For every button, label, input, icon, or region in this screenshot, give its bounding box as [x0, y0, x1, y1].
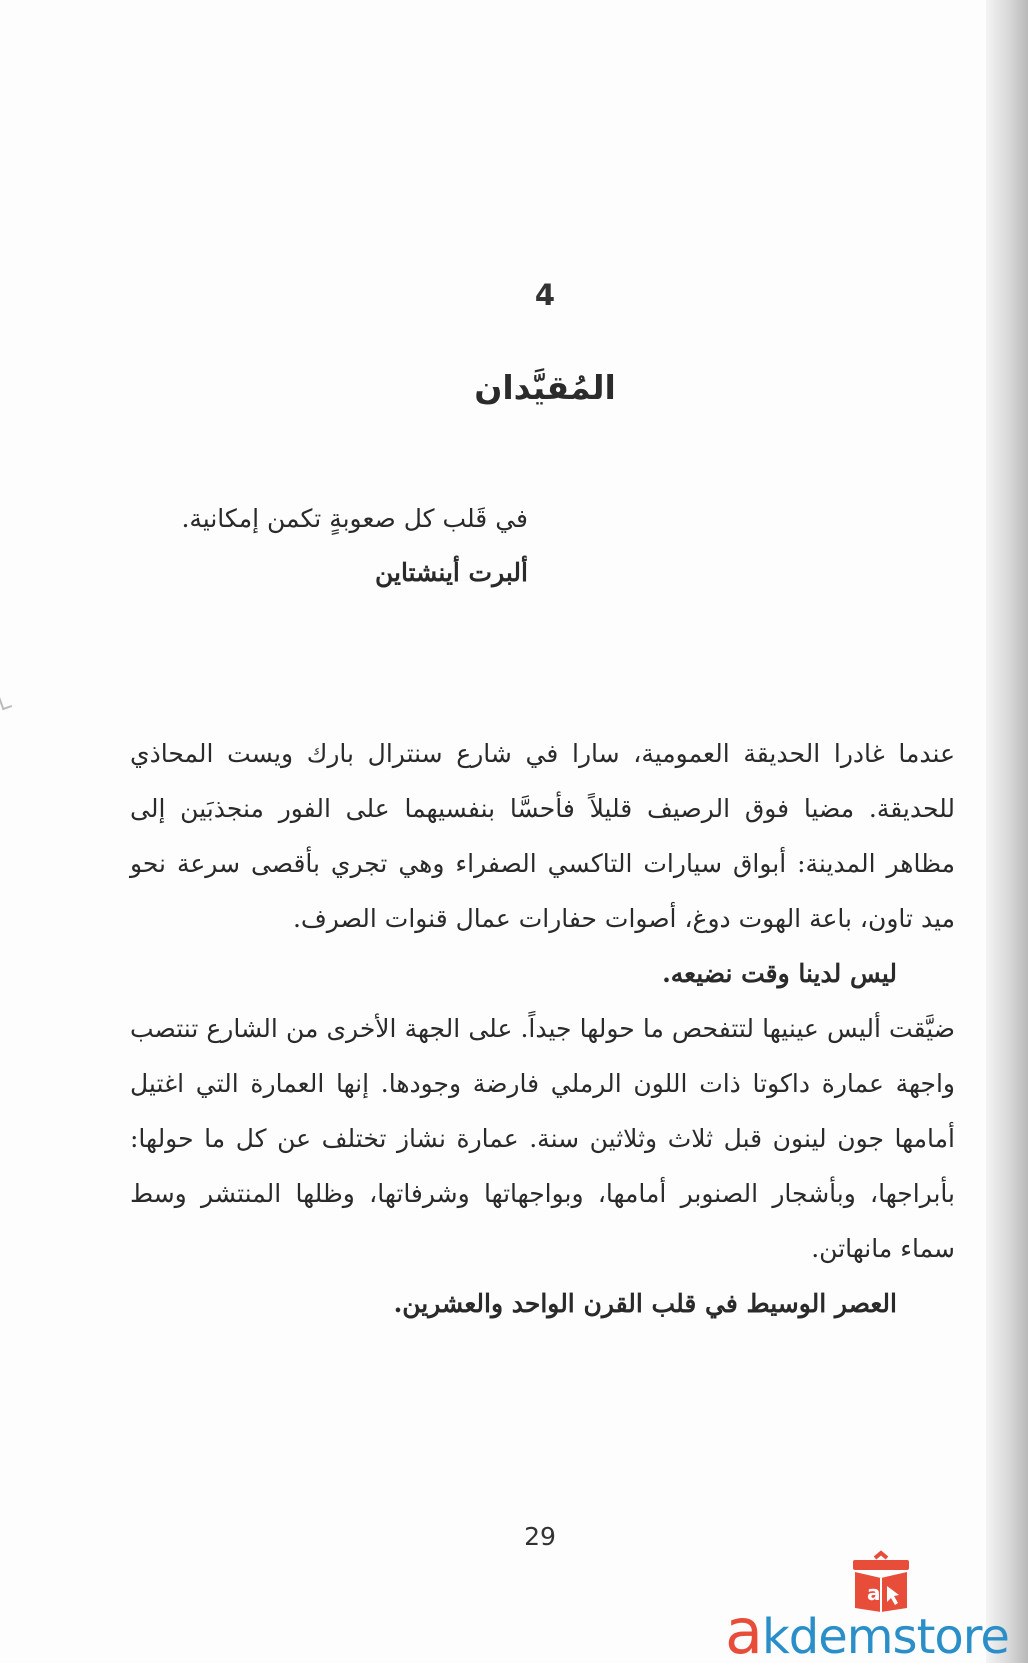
- chapter-number: 4: [534, 278, 556, 312]
- chapter-title: المُقيَّدان: [474, 368, 616, 407]
- page-edge-mark: [0, 694, 12, 711]
- brand-letter-a: a: [725, 1595, 762, 1668]
- epigraph-author: ألبرت أينشتاين: [374, 558, 528, 587]
- svg-text:a: a: [867, 1581, 881, 1605]
- watermark-logo: [725, 1550, 1025, 1668]
- epigraph: [108, 495, 528, 597]
- chapter-body: [130, 726, 955, 1331]
- binding-shadow: [986, 0, 1028, 1663]
- brand-name-rest: kdemstore: [762, 1609, 1009, 1665]
- emphasized-line: ليس لدينا وقت نضيعه.: [662, 959, 897, 988]
- brand-wordmark: [725, 1595, 1025, 1668]
- epigraph-quote: في قَلب كل صعوبةٍ تكمن إمكانية.: [181, 504, 528, 533]
- paragraph: ضيَّقت أليس عينيها لتتفحص ما حولها جيداً. على الجهة الأخرى من الشارع تنتصب واجهة عمارة داكوتا ذات اللون الرملي فارضة وجودها. إنها العمارة التي اغتيل أمامها جون لينون قبل ثلاث وثلاثين سنة. عمارة نشاز تختلف عن كل ما حولها: بأبراجها، وبأشجار الصنوبر أمامها، وبواجهاتها وشرفاتها، وظلها المنتشر وسط سماء مانهاتن.: [130, 1014, 955, 1263]
- book-cart-icon: [845, 1550, 917, 1614]
- paragraph: عندما غادرا الحديقة العمومية، سارا في شارع سنترال بارك ويست المحاذي للحديقة. مضيا فوق الرصيف قليلاً فأحسَّا بنفسيهما على الفور منجذبَين إلى مظاهر المدينة: أبواق سيارات التاكسي الصفراء وهي تجري بأقصى سرعة نحو ميد تاون، باعة الهوت دوغ، أصوات حفارات عمال قنوات الصرف.: [130, 739, 955, 933]
- page-number: 29: [524, 1522, 556, 1551]
- emphasized-line: العصر الوسيط في قلب القرن الواحد والعشرين.: [393, 1289, 897, 1318]
